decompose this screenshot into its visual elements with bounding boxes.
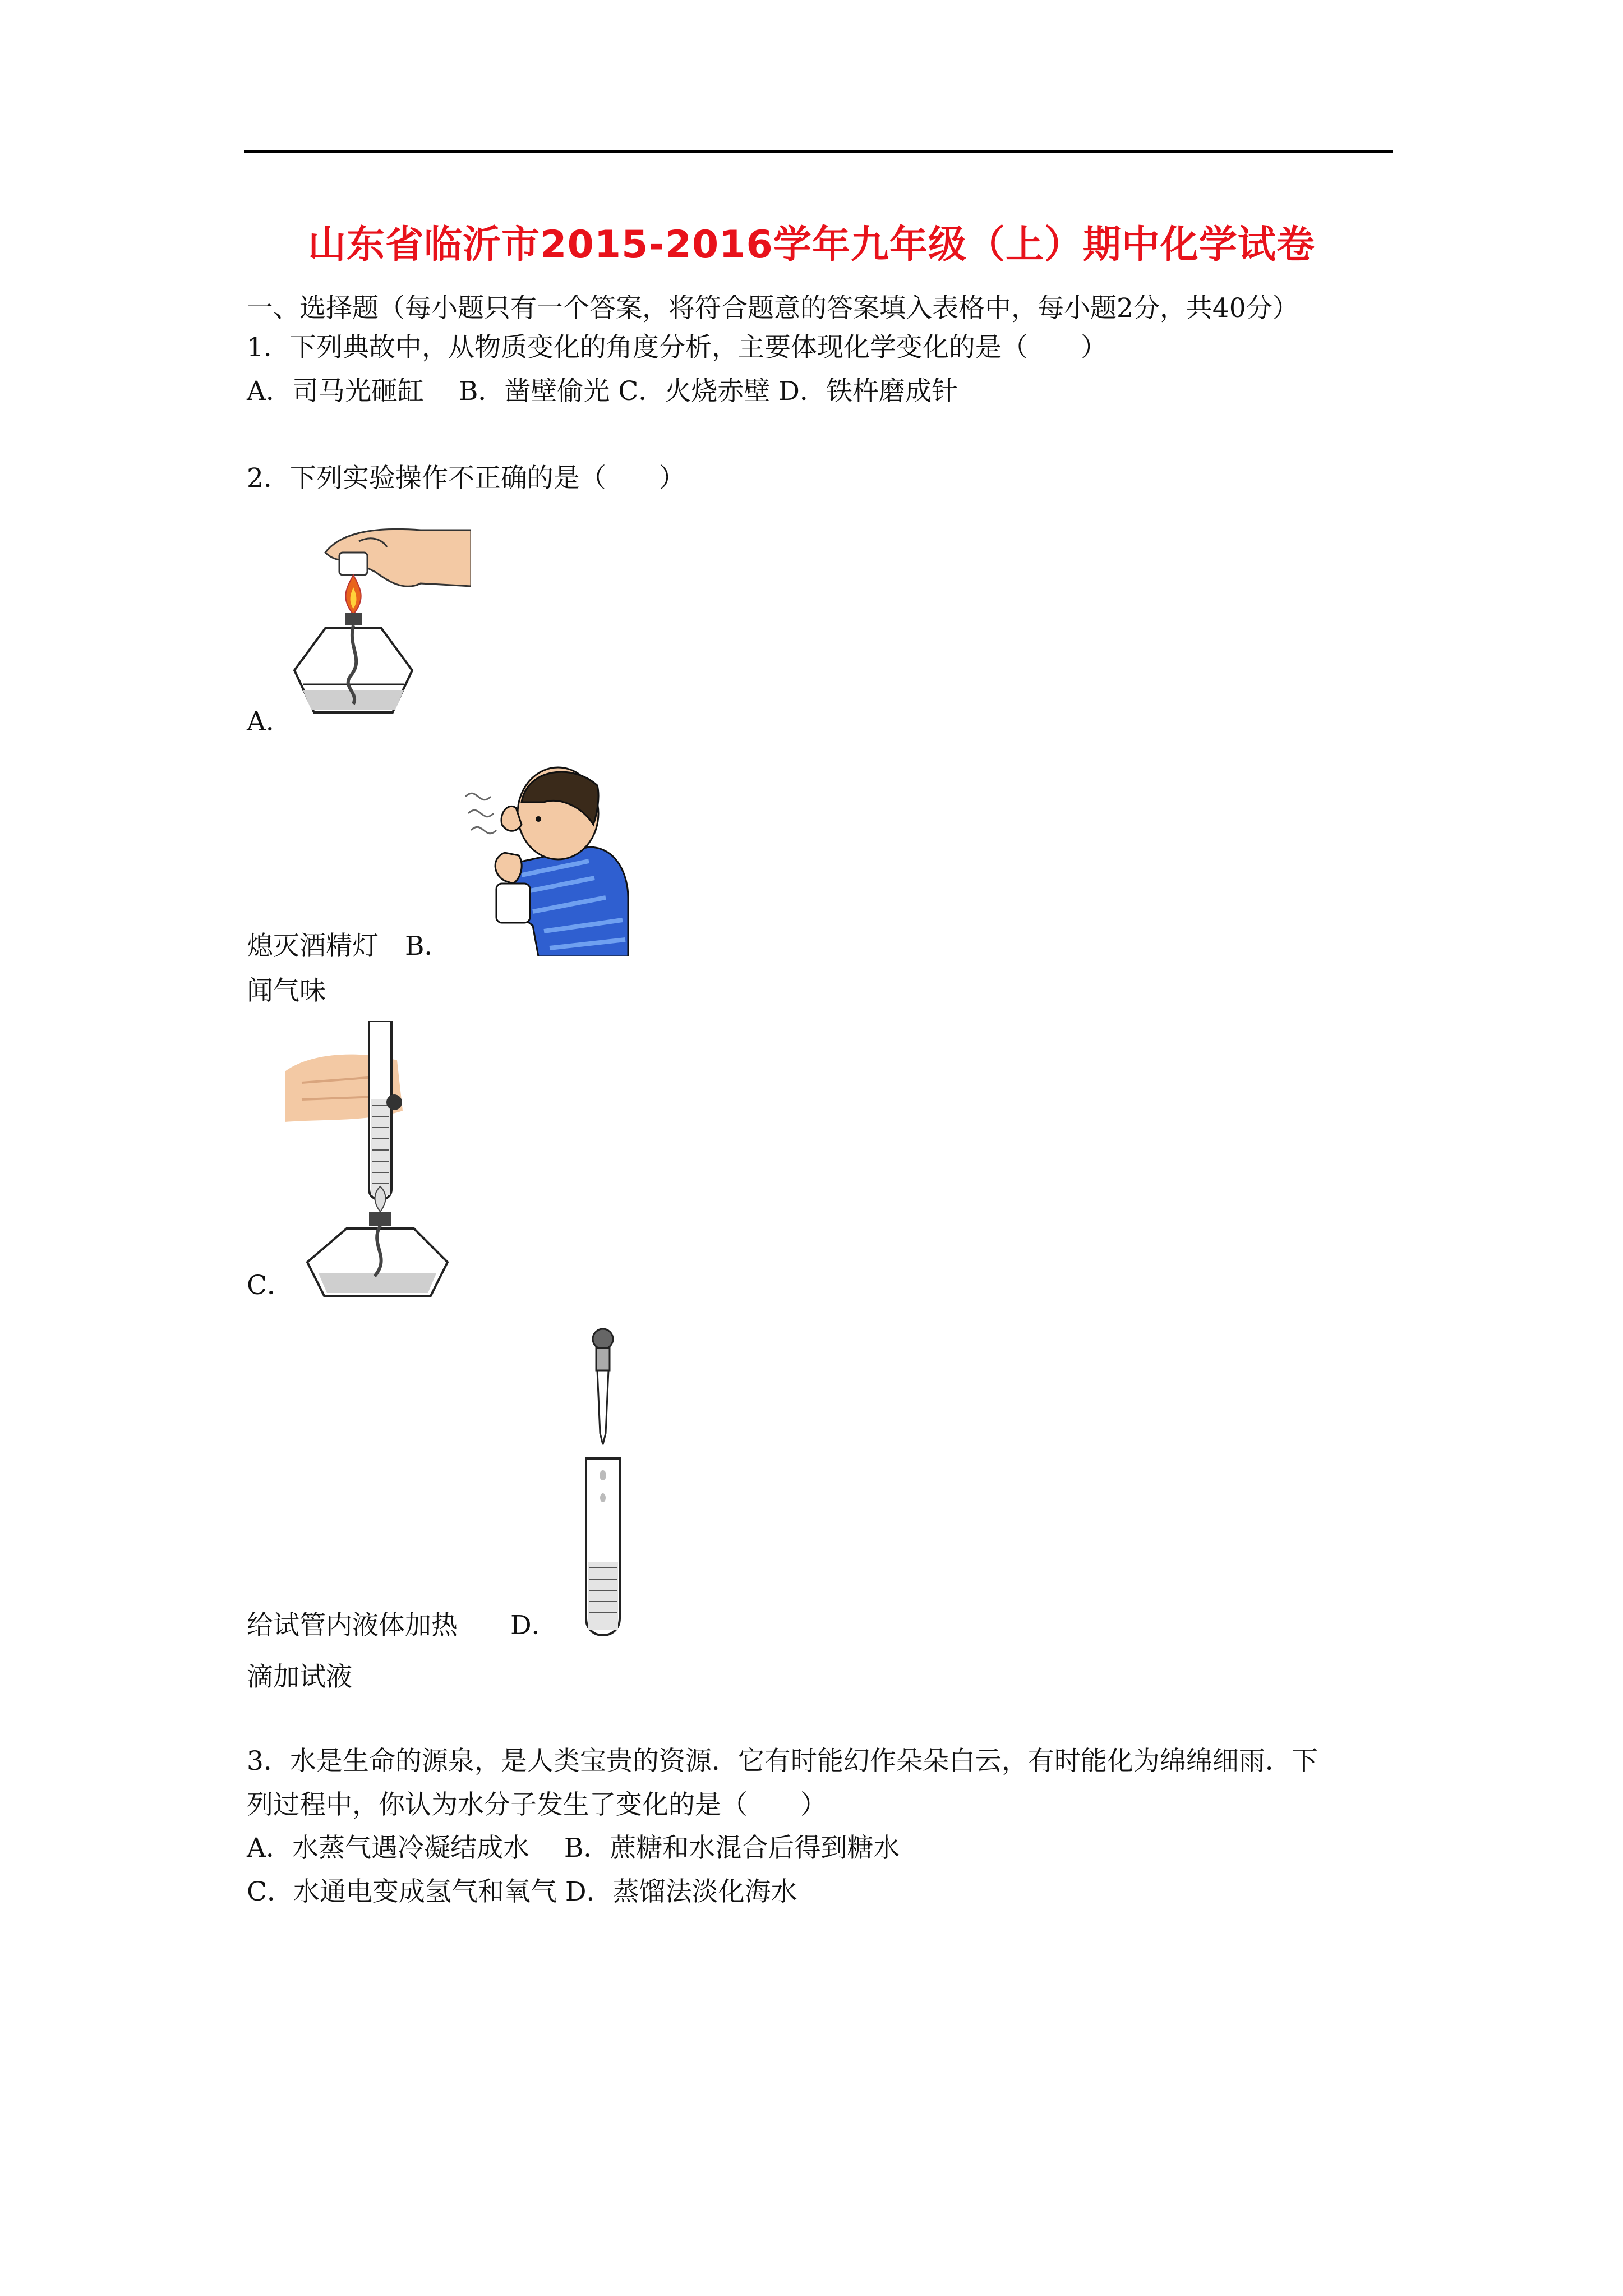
- question-2-option-a-label: A．: [247, 706, 292, 737]
- header-rule: [244, 150, 1393, 153]
- question-3-stem-line-2: 列过程中，你认为水分子发生了变化的是（ ）: [247, 1789, 827, 1820]
- question-3-stem-line-1: 3．水是生命的源泉，是人类宝贵的资源．它有时能幻作朵朵白云，有时能化为绵绵细雨．下: [247, 1746, 1318, 1777]
- section-heading: 一、选择题（每小题只有一个答案，将符合题意的答案填入表格中，每小题2分，共40分）: [247, 293, 1299, 324]
- boy-smelling-bottle-illustration: [460, 763, 639, 956]
- question-1-options: A．司马光砸缸 B．凿壁偷光 C．火烧赤壁 D．铁杵磨成针: [247, 376, 958, 407]
- question-2-option-c-caption-and-d-label: 给试管内液体加热 D．: [247, 1610, 558, 1641]
- question-2-stem: 2．下列实验操作不正确的是（ ）: [247, 463, 685, 494]
- question-2-option-c-label: C．: [247, 1270, 293, 1301]
- question-3-options-line-2: C．水通电变成氢气和氧气 D．蒸馏法淡化海水: [247, 1876, 797, 1907]
- question-2-option-b-caption: 闻气味: [247, 976, 326, 1006]
- question-1-stem: 1．下列典故中，从物质变化的角度分析，主要体现化学变化的是（ ）: [247, 332, 1107, 363]
- extinguish-alcohol-lamp-illustration: [292, 519, 471, 732]
- page-title: 山东省临沂市2015-2016学年九年级（上）期中化学试卷: [308, 223, 1315, 267]
- question-3-options-line-1: A．水蒸气遇冷凝结成水 B．蔗糖和水混合后得到糖水: [247, 1833, 900, 1864]
- heating-test-tube-illustration: [285, 1021, 453, 1301]
- dropper-over-test-tube-illustration: [578, 1327, 628, 1641]
- question-2-option-d-caption: 滴加试液: [247, 1662, 352, 1692]
- question-2-option-a-caption-and-b-label: 熄灭酒精灯 B．: [247, 931, 451, 961]
